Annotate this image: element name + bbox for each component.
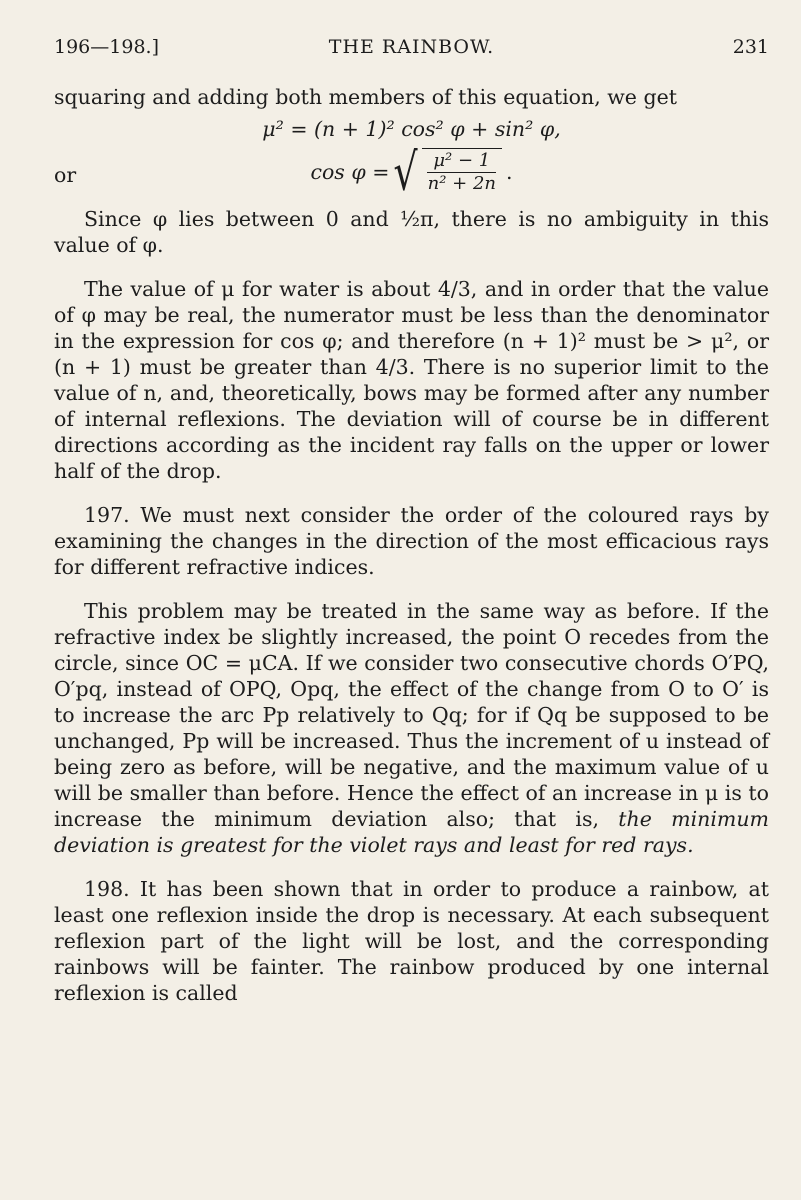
square-root-sign: √ bbox=[393, 141, 418, 202]
equation-end: . bbox=[506, 159, 513, 184]
paragraph-198: 198. It has been shown that in order to produce a rainbow, at least one reflexion inside the drop is necessary. At each subsequent reflexion part of the light will be lost, and the corresponding rainbows will be fainter. The rainbow produced by one internal reflexion is called bbox=[54, 877, 769, 1005]
fraction-numerator: μ² − 1 bbox=[427, 150, 496, 173]
paragraph-problem-text: This problem may be treated in the same way as before. If the refractive index be slightly increased, the point O recedes from the circle, since OC = μCA. If we consider two consecutive chords O′PQ, O′pq, instead of OPQ, Opq, the effect of the change from O to O′ is to increase the arc Pp relatively to Qq; for if Qq be supposed to be unchanged, Pp will be increased. Thus the increment of u instead of being zero as before, will be negative, and the maximum value of u will be smaller than before. Hence the effect of an increase in μ is to increase the minimum deviation also; that is, bbox=[54, 599, 769, 831]
equation-or-label: or bbox=[54, 163, 77, 187]
body-text bbox=[54, 84, 769, 1006]
paragraph-problem-emphasis: the minimum deviation is greatest for the violet rays and least for red rays. bbox=[54, 807, 769, 857]
chapter-title: THE RAINBOW. bbox=[328, 36, 495, 58]
running-header bbox=[54, 36, 769, 64]
equation-lhs: cos φ = bbox=[310, 159, 390, 184]
paragraph-197: 197. We must next consider the order of the coloured rays by examining the changes in the direction of the most efficacious rays for different refractive indices. bbox=[54, 503, 769, 579]
equation-cos-phi bbox=[54, 141, 769, 206]
equation-mu-squared bbox=[54, 114, 769, 144]
equation-1-text: μ² = (n + 1)² cos² φ + sin² φ, bbox=[262, 117, 561, 141]
paragraph-intro: squaring and adding both members of this equation, we get bbox=[54, 85, 677, 109]
paragraph-water-value: The value of μ for water is about 4/3, and in order that the value of φ may be real, the numerator must be less than the denominator in the expression for cos φ; and therefore (n + 1)² must be > μ², or (n + 1) must be greater than 4/3. There is no superior limit to the value of n, and, theoretically, bows may be formed after any number of internal reflexions. The deviation will of course be in different directions according as the incident ray falls on the upper or lower half of the drop. bbox=[54, 277, 769, 483]
page-number: 231 bbox=[732, 36, 769, 58]
fraction bbox=[422, 148, 502, 195]
section-range: 196—198.] bbox=[54, 36, 159, 58]
fraction-denominator: n² + 2n bbox=[427, 173, 496, 194]
paragraph-problem bbox=[54, 598, 769, 858]
paragraph-since: Since φ lies between 0 and ½π, there is no ambiguity in this value of φ. bbox=[54, 207, 769, 257]
